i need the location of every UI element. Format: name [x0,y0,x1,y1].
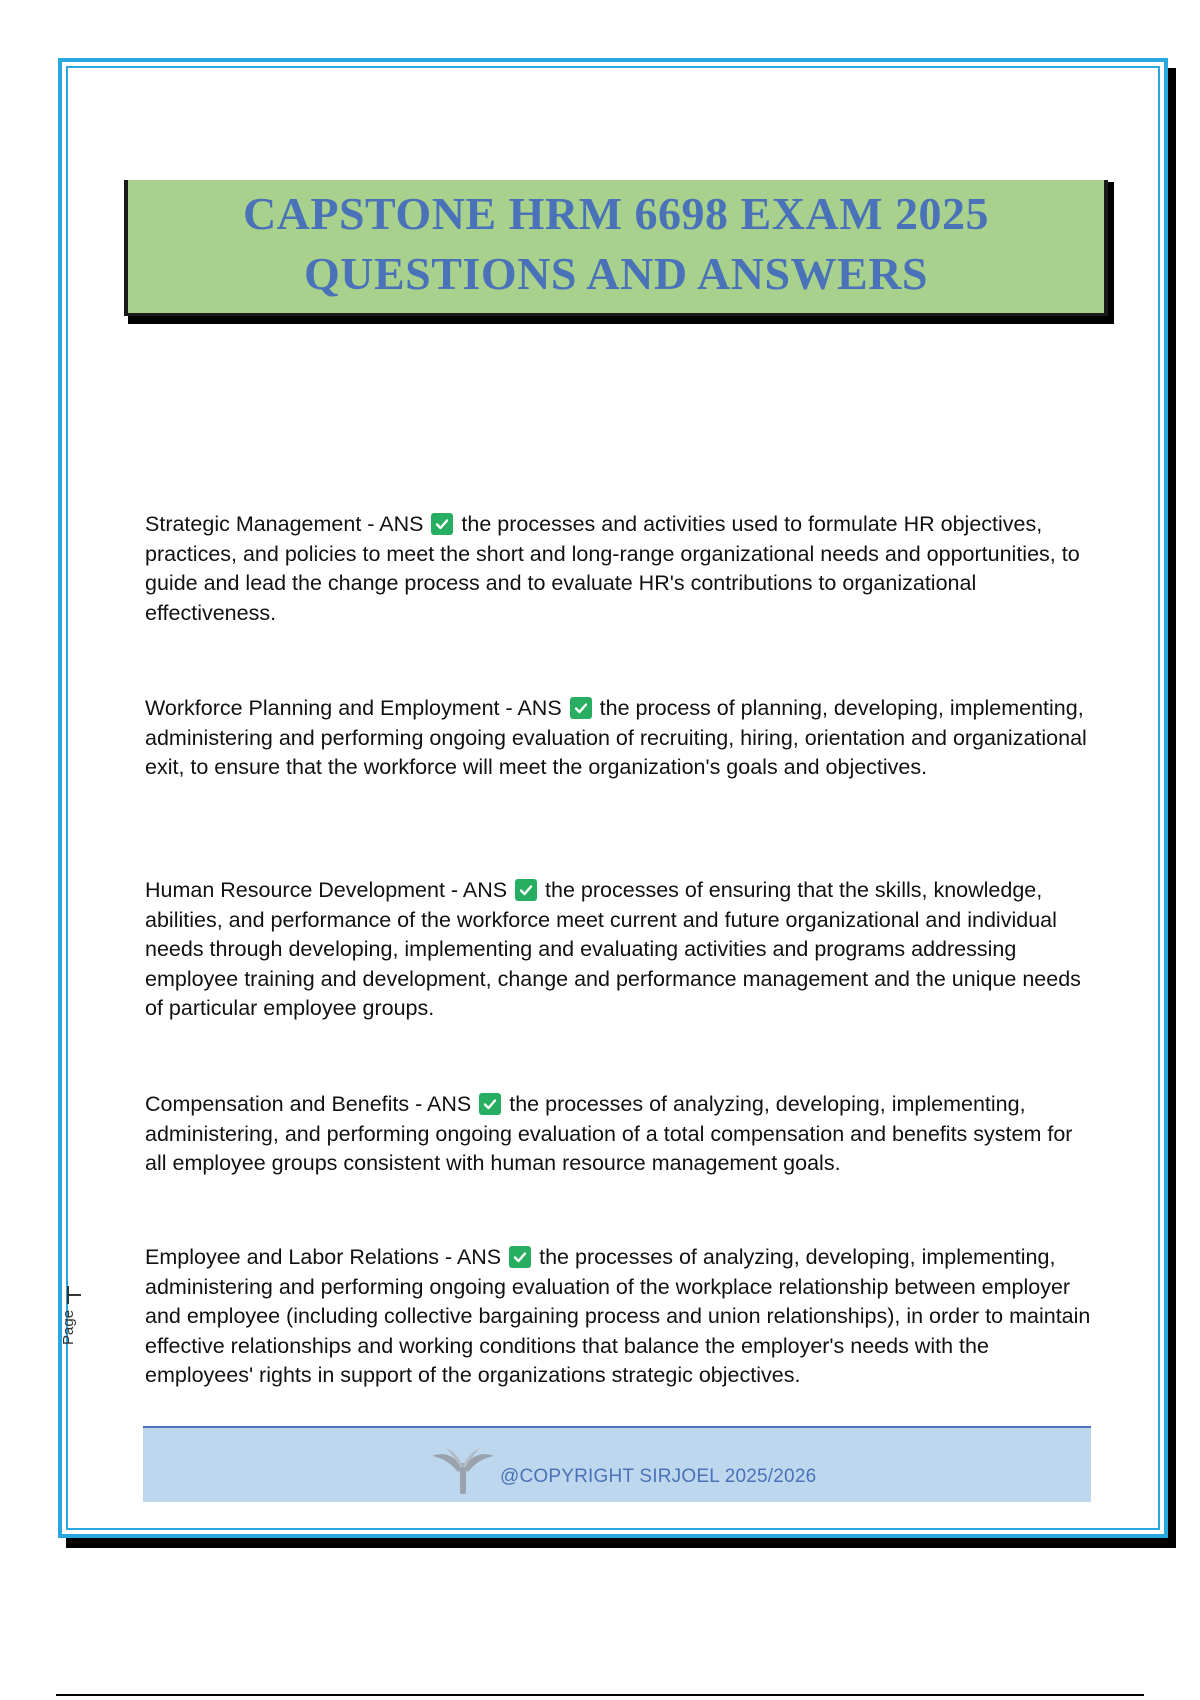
qa-answer: the process of planning, developing, implementing, administering and performing ongoing evaluation of recruiting, hiring, orientation and organizational exit, to ensure that the workforce will meet the organization's goals and objectives. [145,696,1087,779]
qa-item-strategic-management [145,510,1095,628]
qa-item-compensation-benefits [145,1090,1095,1179]
qa-answer: the processes of analyzing, developing, implementing, administering and performing ongoing evaluation of the workplace relationship between employer and employee (including collective bargaining process and union relationships), in order to maintain effective relationships and working conditions that balance the employer's needs with the employees' rights in support of the organizations strategic objectives. [145,1245,1091,1387]
qa-item-workforce-planning [145,694,1095,783]
footer-bar [143,1426,1091,1502]
qa-term: Strategic Management - ANS [145,512,424,536]
qa-item-human-resource-development [145,876,1095,1024]
footer-copyright: @COPYRIGHT SIRJOEL 2025/2026 [500,1466,817,1487]
page-number-mark [67,1286,70,1304]
check-mark-icon [570,697,592,719]
bottom-rule [56,1694,1144,1696]
check-mark-icon [515,879,537,901]
title-banner [124,180,1108,316]
page-number-label [60,1286,77,1345]
palm-logo-icon [428,1446,498,1499]
page-label-text: Page [60,1309,77,1345]
qa-term: Compensation and Benefits - ANS [145,1092,472,1116]
check-mark-icon [479,1093,501,1115]
qa-answer: the processes and activities used to formulate HR objectives, practices, and policies to meet the short and long-range organizational needs and opportunities, to guide and lead the change process and to evaluate HR's contributions to organizational effectiveness. [145,512,1080,625]
qa-term: Employee and Labor Relations - ANS [145,1245,502,1269]
qa-term: Human Resource Development - ANS [145,878,508,902]
qa-answer: the processes of ensuring that the skills, knowledge, abilities, and performance of the workforce meet current and future organizational and individual needs through developing, implementing and evaluating activities and programs addressing employee training and development, change and performance management and the unique needs of particular employee groups. [145,878,1081,1020]
title-line-1: CAPSTONE HRM 6698 EXAM 2025 [242,188,990,239]
qa-item-employee-labor-relations [145,1243,1095,1391]
check-mark-icon [509,1246,531,1268]
title-line-2: QUESTIONS AND ANSWERS [303,248,929,299]
qa-term: Workforce Planning and Employment - ANS [145,696,562,720]
qa-answer: the processes of analyzing, developing, implementing, administering, and performing ongoing evaluation of a total compensation and benefits system for all employee groups consistent with human resource management goals. [145,1092,1073,1175]
check-mark-icon [431,513,453,535]
